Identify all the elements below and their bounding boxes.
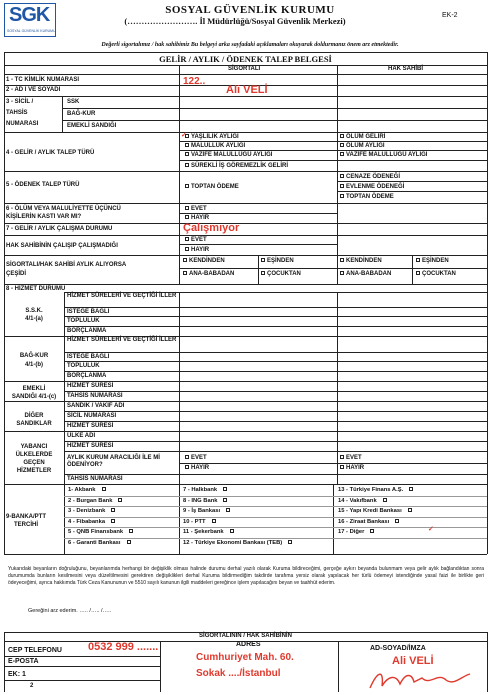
bank-label: 7 - Halkbank	[183, 487, 218, 493]
bank-label: 6 - Garanti Bankası	[68, 540, 121, 546]
bank-label: 5 - QNB Finansbank	[68, 529, 124, 536]
bank-checkbox[interactable]	[212, 519, 216, 523]
bank-option[interactable]	[68, 529, 135, 535]
odenek-label: 5 - ÖDENEK TALEP TÜRÜ	[6, 182, 80, 188]
bank-option[interactable]	[338, 508, 414, 514]
bank-label: 11 - Şekerbank	[183, 529, 224, 536]
aylik-hak-kendinden[interactable]: KENDİNDEN	[340, 258, 382, 265]
option-toptan-hak[interactable]: TOPTAN ÖDEME	[340, 194, 394, 201]
form-title: GELİR / AYLIK / ÖDENEK TALEP BELGESİ	[159, 54, 332, 64]
signature-scribble	[366, 668, 476, 692]
bagkur-item-3: TOPLULUK	[67, 363, 100, 369]
option-cenaze[interactable]: CENAZE ÖDENEĞİ	[340, 174, 400, 181]
check-mark: ✓	[181, 131, 187, 139]
signature-name: Ali VELİ	[392, 655, 434, 667]
logo-text: SGK	[9, 4, 50, 26]
banka-label-1: 9-BANKA/PTT	[6, 514, 46, 520]
diger-item-1: SANDIK / VAKIF ADI	[67, 403, 125, 409]
yabanci-item-4: TAHSİS NUMARASI	[67, 476, 123, 482]
diger-group-label-1: DİĞER	[24, 413, 44, 419]
yabanci-group-label-4: HİZMETLER	[16, 468, 52, 474]
bagkur-group-label-1: BAĞ-KUR	[19, 353, 49, 359]
declaration-text: Yukarıdaki beyanların doğruluğunu, beyanlarımda herhangi bir değişiklik olması halinde durumu derhal yazılı olarak Kuruma bildireceğimi, gerçeğe aykırı beyanda bulunmam veya gelir aylık bağlandıktan sonra durumumda bunların kesilmesini veya düzeltilmesini gerektiren değişiklikleri derhal Kuruma bildirmediğim takdirde tarafıma yersiz olarak yapılacak her türlü ödemeyi istendiğinde yasal faizi ile birlikte geri ödeyeceğimi, ayrıca hakkımda Türk Ceza Kanununun ve 5510 sayılı kanunun ilgili maddeleri gereğince işlem yapılacağını beyan ve taahhüt ederim.	[8, 566, 484, 586]
option-yaslilik[interactable]: YAŞLILIK AYLIĞI	[185, 134, 239, 141]
yabanci-group-label-3: GEÇEN	[23, 460, 45, 466]
aylik-cocuktan[interactable]: ÇOCUKTAN	[261, 271, 301, 278]
institution-title: SOSYAL GÜVENLİK KURUMU	[165, 4, 335, 16]
bank-label: 9 - İş Bankası	[183, 508, 221, 515]
address-line-1: Cumhuriyet Mah. 60.	[196, 652, 294, 663]
bank-checkbox[interactable]	[111, 519, 115, 523]
emekli-item-2: TAHSİS NUMARASI	[67, 393, 123, 399]
yabanci-hak-hayir[interactable]: HAYIR	[340, 465, 364, 472]
aylik-label-1: SİGORTALI/HAK SAHİBİ AYLIK ALIYORSA	[6, 262, 127, 268]
ssk-item-3: TOPLULUK	[67, 318, 100, 324]
bank-checkbox[interactable]	[111, 508, 115, 512]
option-vazife-hak[interactable]: VAZİFE MALULLÜĞÜ AYLIĞI	[340, 152, 427, 159]
yabanci-evet[interactable]: EVET	[185, 455, 207, 462]
bank-checkbox[interactable]	[370, 529, 374, 533]
diger-item-2: SİCİL NUMARASI	[67, 413, 117, 419]
bagkur-group-label-2: 4/1-(b)	[25, 362, 43, 368]
ssk-label: SSK	[67, 99, 80, 105]
bank-label: 2 - Burgan Bank	[68, 497, 113, 504]
aylik-kendinden[interactable]: KENDİNDEN	[183, 258, 225, 265]
bank-option[interactable]	[183, 540, 294, 546]
bank-option[interactable]	[338, 498, 389, 504]
yabanci-hayir[interactable]: HAYIR	[185, 465, 209, 472]
aylik-hak-cocuktan[interactable]: ÇOCUKTAN	[416, 271, 456, 278]
yabanci-group-label-1: YABANCI	[20, 444, 48, 450]
bank-label: 12 - Türkiye Ekonomi Bankası (TEB)	[183, 540, 283, 546]
emekli-group-label-1: EMEKLİ	[22, 386, 46, 392]
emekli-group-label-2: SANDIĞI 4/1-(c)	[11, 394, 57, 400]
bank-option[interactable]	[68, 540, 133, 546]
aylik-esinden[interactable]: EŞİNDEN	[261, 258, 294, 265]
yabanci-item-3: AYLIK KURUM ARACILIĞI İLE Mİ ÖDENİYOR?	[67, 455, 160, 468]
bank-option[interactable]	[183, 508, 232, 514]
bank-option[interactable]	[68, 519, 117, 525]
bank-option[interactable]	[68, 508, 117, 514]
bagkur-item-2: İSTEĞE BAĞLI	[67, 354, 110, 360]
bank-label: 15 - Yapı Kredi Bankası	[338, 508, 402, 515]
bank-label: 14 - Vakıfbank	[338, 497, 377, 504]
address-line-2: Sokak ..../İstanbul	[196, 668, 281, 679]
hizmet-label: 8 - HİZMET DURUMU	[6, 286, 66, 292]
bank-label: 3 - Denizbank	[68, 508, 106, 515]
bank-checkbox[interactable]	[230, 529, 234, 533]
option-surekli[interactable]: SÜREKLİ İŞ GÖREMEZLİK GELİRİ	[185, 163, 288, 170]
diger-group-label-2: SANDIKLAR	[16, 421, 52, 427]
bank-label: 17 - Diğer	[338, 529, 365, 536]
address-label: ADRES	[236, 641, 261, 648]
ssk-item-4: BORÇLANMA	[67, 328, 107, 334]
name-value: Ali VELİ	[226, 84, 268, 96]
hak-calisma-label: HAK SAHİBİNİN ÇALIŞIP ÇALIŞMADIĞI	[6, 243, 118, 249]
bank-label: 10 - PTT	[183, 518, 206, 525]
bank-checkbox[interactable]	[223, 487, 227, 491]
bank-label: 4 - Fibabanka	[68, 518, 106, 525]
olum-label-2: KİŞİLERİN KASTI VAR MI?	[6, 214, 82, 220]
bank-option[interactable]	[338, 487, 415, 493]
email-label: E-POSTA	[8, 658, 39, 665]
olum-label-1: 6 - ÖLÜM VEYA MALULİYETTE ÜÇÜNCÜ	[6, 206, 121, 212]
bank-checkbox[interactable]	[118, 498, 122, 502]
bagkur-item-4: BORÇLANMA	[67, 373, 107, 379]
option-vazife[interactable]: VAZİFE MALULLÜĞÜ AYLIĞI	[185, 152, 272, 159]
sicil-label-1: 3 - SİCİL /	[6, 99, 34, 105]
bank-checkbox[interactable]	[288, 540, 292, 544]
ziraat-check-mark: ✓	[428, 525, 434, 533]
tc-label: 1 - TC KİMLİK NUMARASI	[6, 77, 79, 83]
bank-checkbox[interactable]	[226, 508, 230, 512]
bank-option[interactable]	[183, 519, 218, 525]
bank-label: 1- Akbank	[68, 487, 96, 493]
bank-checkbox[interactable]	[223, 498, 227, 502]
yabanci-item-2: HİZMET SÜRESİ	[67, 443, 114, 449]
bank-option[interactable]	[68, 487, 108, 493]
bagkur-label: BAĞ-KUR	[67, 111, 96, 117]
logo-subtext: SOSYAL GÜVENLİK KURUMU	[7, 29, 56, 33]
gelir-label: 4 - GELİR / AYLIK TALEP TÜRÜ	[6, 150, 95, 156]
ek-label: EK: 1	[8, 671, 26, 678]
signature-label: AD-SOYAD/İMZA	[370, 645, 426, 652]
bank-checkbox[interactable]	[409, 487, 413, 491]
bank-checkbox[interactable]	[395, 519, 399, 523]
option-olum-ayligi[interactable]: ÖLÜM AYLIĞI	[340, 143, 385, 150]
olum-evet[interactable]: EVET	[185, 206, 207, 213]
ssk-group-label-1: S.S.K.	[25, 308, 43, 314]
sicil-label-3: NUMARASI	[6, 121, 39, 127]
bank-option[interactable]	[183, 498, 229, 504]
option-malulluk[interactable]: MALULLÜK AYLIĞI	[185, 143, 245, 150]
bank-label: 13 - Türkiye Finans A.Ş.	[338, 487, 404, 493]
ek-number: 2	[30, 683, 34, 689]
option-olum-geliri[interactable]: ÖLÜM GELİRİ	[340, 134, 385, 141]
yabanci-item-1: ÜLKE ADI	[67, 433, 96, 439]
bank-option[interactable]	[183, 529, 236, 535]
bank-checkbox[interactable]	[127, 540, 131, 544]
tc-value: 122..	[183, 76, 206, 87]
bank-checkbox[interactable]	[383, 498, 387, 502]
olum-hayir[interactable]: HAYIR	[185, 215, 209, 222]
ssk-item-2: İSTEĞE BAĞLI	[67, 309, 110, 315]
banka-label-2: TERCİHİ	[14, 522, 38, 528]
bank-option[interactable]	[338, 519, 401, 525]
ssk-group-label-2: 4/1-(a)	[25, 316, 43, 322]
column-beneficiary: HAK SAHİBİ	[388, 66, 424, 72]
instruction-line: Değerli sigortalımız / hak sahibimiz Bu belgeyi arka sayfadaki açıklamaları okuyarak doldurmanız önem arz etmektedir.	[101, 42, 399, 48]
declaration-date: Gereğini arz ederim. ….. /….. /…..	[28, 608, 112, 614]
diger-item-3: HİZMET SÜRESİ	[67, 423, 114, 429]
option-toptan[interactable]: TOPTAN ÖDEME	[185, 184, 239, 191]
calisma-hayir[interactable]: HAYIR	[185, 247, 209, 254]
bank-label: 8 - ING Bank	[183, 497, 218, 504]
phone-value: 0532 999 .......	[88, 641, 159, 653]
sicil-label-2: TAHSİS	[6, 110, 28, 116]
bagkur-item-1: HİZMET SÜRELERİ VE GEÇTİĞİ İLLER	[67, 337, 177, 343]
unit-line: (……………………. İl Müdürlüğü/Sosyal Güvenlik Merkezi)	[124, 16, 346, 26]
bank-checkbox[interactable]	[129, 529, 133, 533]
aylik-hak-esinden[interactable]: EŞİNDEN	[416, 258, 449, 265]
form-code: EK-2	[442, 12, 458, 19]
calisma-label: 7 - GELİR / AYLIK ÇALIŞMA DURUMU	[6, 226, 113, 232]
footer-title: SİGORTALININ / HAK SAHİBİNİN	[199, 633, 292, 639]
bank-checkbox[interactable]	[102, 487, 106, 491]
yabanci-hak-evet[interactable]: EVET	[340, 455, 362, 462]
calisma-value: Çalışmıyor	[183, 222, 240, 234]
aylik-anababa[interactable]: ANA-BABADAN	[183, 271, 234, 278]
sgk-logo	[4, 3, 56, 37]
bank-checkbox[interactable]	[408, 508, 412, 512]
aylik-label-2: ÇEŞİDİ	[6, 271, 27, 277]
yabanci-group-label-2: ÜLKELERDE	[15, 452, 53, 458]
emekli-label: EMEKLİ SANDIĞI	[67, 123, 117, 129]
bank-option[interactable]	[338, 529, 376, 535]
ssk-item-1: HİZMET SÜRELERİ VE GEÇTİĞİ İLLER	[67, 293, 177, 299]
column-insured: SİGORTALI	[228, 66, 261, 72]
name-label: 2 - AD I VE SOYADI	[6, 87, 61, 93]
bank-option[interactable]	[68, 498, 124, 504]
option-evlenme[interactable]: EVLENME ÖDENEĞİ	[340, 184, 404, 191]
bank-label: 16 - Ziraat Bankası	[338, 518, 390, 525]
bank-option[interactable]	[183, 487, 229, 493]
phone-label: CEP TELEFONU	[8, 647, 62, 654]
emekli-item-1: HİZMET SÜRESİ	[67, 383, 114, 389]
aylik-hak-anababa[interactable]: ANA-BABADAN	[340, 271, 391, 278]
calisma-evet[interactable]: EVET	[185, 237, 207, 244]
